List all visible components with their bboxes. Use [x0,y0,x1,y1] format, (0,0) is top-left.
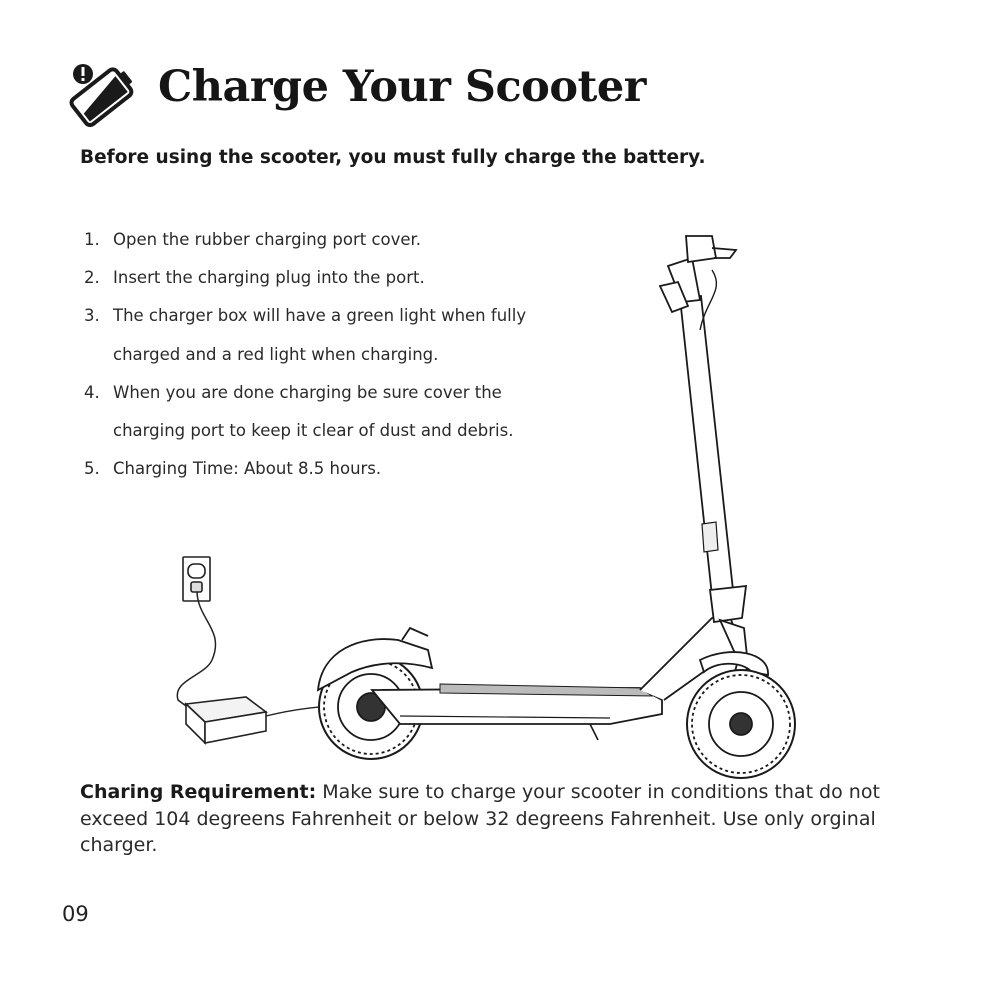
step-text: Charging Time: About 8.5 hours. [113,459,382,479]
page-number: 09 [62,902,89,926]
wall-outlet-icon [183,557,210,601]
requirement-label: Charing Requirement: [80,781,317,803]
step-text: The charger box will have a green light when fully [113,306,527,326]
step-text: When you are done charging be sure cover the [113,382,502,402]
charger-box-icon [186,697,266,743]
subtitle: Before using the scooter, you must fully charge the battery. [80,147,706,168]
step-number: 5. [84,459,100,479]
step-number: 1. [84,230,100,249]
step-text: Open the rubber charging port cover. [113,230,422,249]
list-item [84,374,526,412]
requirement-text: Make sure to charge your scooter in conditions that do not exceed 104 degreens Fahrenheit or below 32 degreens Fahrenheit. Use only orginal charger. [80,781,880,856]
list-item [84,221,526,259]
step-text: charging port to keep it clear of dust and debris. [113,421,514,441]
charging-requirement [80,779,920,859]
step-text: Insert the charging plug into the port. [113,268,425,288]
list-item-continuation [84,412,526,450]
step-text: charged and a red light when charging. [113,344,439,364]
page-title: Charge Your Scooter [158,62,646,112]
step-number: 3. [84,306,100,326]
list-item [84,297,526,335]
step-number: 2. [84,268,100,288]
step-number: 4. [84,382,100,402]
list-item [84,450,526,488]
list-item-continuation [84,336,526,374]
charging-steps-list [84,221,526,488]
list-item [84,259,526,297]
